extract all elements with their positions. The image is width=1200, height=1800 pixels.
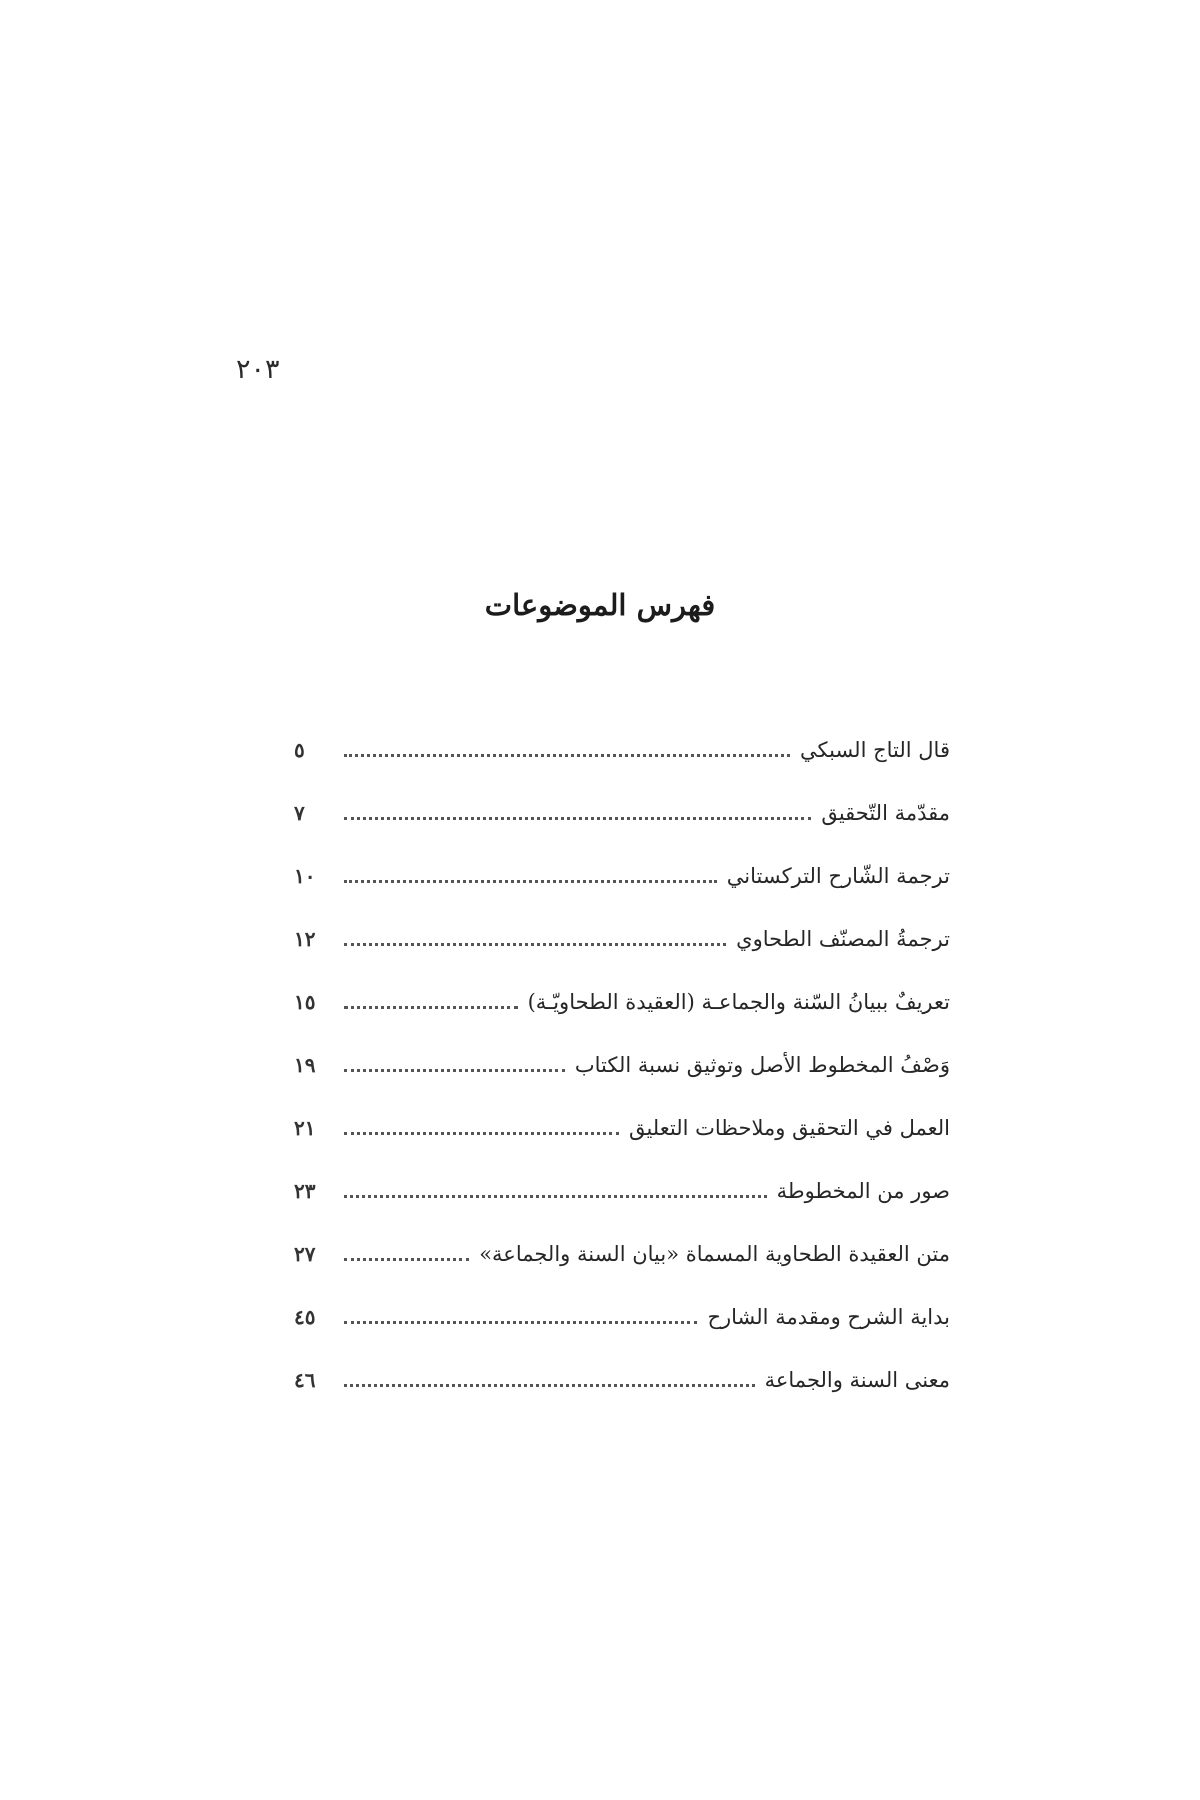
toc-entry-page: ٤٦ bbox=[294, 1367, 316, 1392]
toc-entry bbox=[294, 1033, 950, 1096]
toc-entry-page: ٧ bbox=[294, 800, 305, 825]
toc-entry bbox=[294, 844, 950, 907]
toc-entry-label: ترجمةُ المصنّف الطحاوي bbox=[736, 926, 950, 951]
toc-entry bbox=[294, 1348, 950, 1411]
toc-entry-label: ترجمة الشّارح التركستاني bbox=[726, 863, 950, 888]
toc-leader-dots bbox=[344, 1195, 767, 1198]
toc-leader-dots bbox=[344, 1132, 619, 1135]
toc-entry-label: العمل في التحقيق وملاحظات التعليق bbox=[628, 1115, 950, 1140]
toc-entry-label: قال التاج السبكي bbox=[800, 737, 950, 762]
toc-entry bbox=[294, 1096, 950, 1159]
toc-entry-page: ١٠ bbox=[294, 863, 316, 888]
toc-entry-page: ٢٣ bbox=[294, 1178, 316, 1203]
toc-entry-page: ٤٥ bbox=[294, 1304, 316, 1329]
toc-entry-label: صور من المخطوطة bbox=[776, 1178, 950, 1203]
toc-entry-label: مقدّمة التّحقيق bbox=[821, 800, 950, 825]
toc-entry-label: بداية الشرح ومقدمة الشارح bbox=[707, 1304, 950, 1329]
toc-entry bbox=[294, 1222, 950, 1285]
toc-leader-dots bbox=[344, 754, 790, 757]
table-of-contents bbox=[294, 718, 950, 1411]
page-title: فهرس الموضوعات bbox=[484, 588, 716, 622]
toc-entry-page: ٥ bbox=[294, 737, 305, 762]
toc-entry-label: تعريفٌ ببيانُ السّنة والجماعـة (العقيدة الطحاويّـة) bbox=[527, 989, 950, 1014]
toc-leader-dots bbox=[344, 1069, 565, 1072]
toc-entry bbox=[294, 718, 950, 781]
toc-entry bbox=[294, 970, 950, 1033]
toc-leader-dots bbox=[344, 817, 811, 820]
toc-leader-dots bbox=[344, 1321, 697, 1324]
toc-leader-dots bbox=[344, 1258, 469, 1261]
page-number: ٢٠٣ bbox=[236, 354, 280, 385]
toc-entry-page: ٢٧ bbox=[294, 1241, 316, 1266]
toc-entry bbox=[294, 907, 950, 970]
toc-leader-dots bbox=[344, 943, 726, 946]
toc-entry-label: معنى السنة والجماعة bbox=[764, 1367, 950, 1392]
toc-entry-page: ١٩ bbox=[294, 1052, 316, 1077]
toc-entry bbox=[294, 781, 950, 844]
toc-leader-dots bbox=[344, 880, 717, 883]
toc-leader-dots bbox=[344, 1384, 755, 1387]
toc-entry-label: متن العقيدة الطحاوية المسماة «بيان السنة والجماعة» bbox=[479, 1241, 950, 1266]
toc-leader-dots bbox=[344, 1006, 518, 1009]
toc-entry bbox=[294, 1159, 950, 1222]
toc-entry-page: ١٥ bbox=[294, 989, 316, 1014]
toc-entry-page: ٢١ bbox=[294, 1115, 316, 1140]
toc-entry-page: ١٢ bbox=[294, 926, 316, 951]
toc-entry-label: وَصْفُ المخطوط الأصل وتوثيق نسبة الكتاب bbox=[574, 1052, 950, 1077]
toc-entry bbox=[294, 1285, 950, 1348]
